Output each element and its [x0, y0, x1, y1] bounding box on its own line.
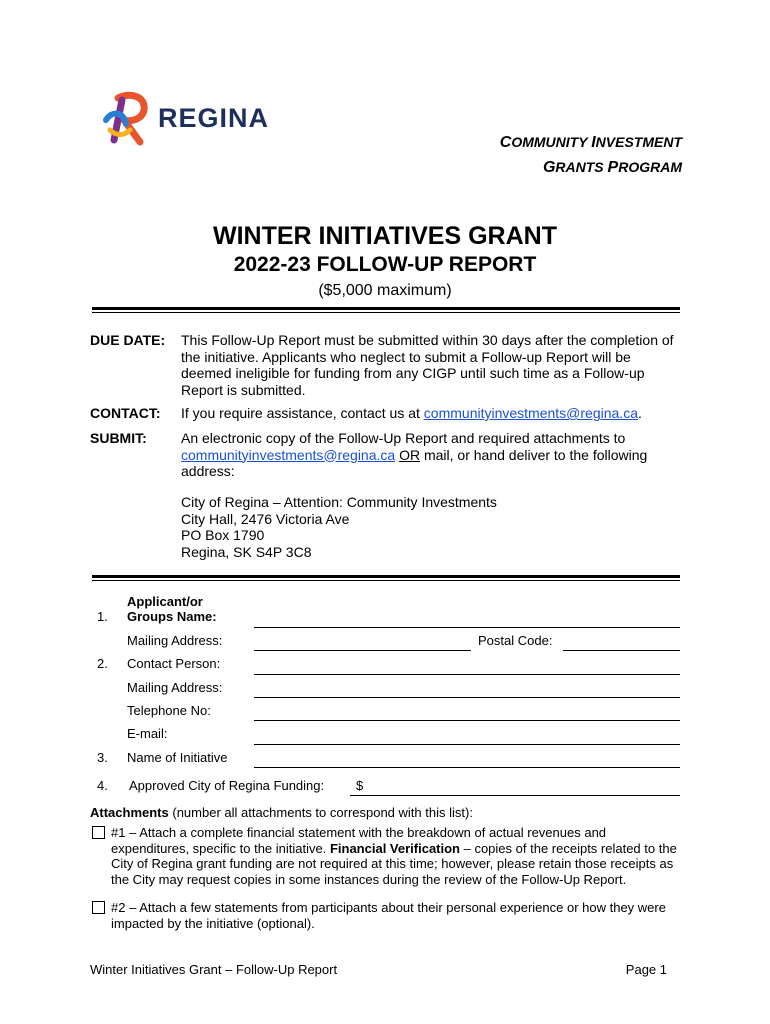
- item-number-4: 4.: [97, 778, 108, 793]
- email-field[interactable]: [254, 744, 680, 745]
- mailing-address-field-1[interactable]: [254, 650, 471, 651]
- mailing-address-block: City of Regina – Attention: Community Investments City Hall, 2476 Victoria Ave PO Box 1790 Regina, SK S4P 3C8: [181, 494, 497, 560]
- footer-title: Winter Initiatives Grant – Follow-Up Report: [90, 962, 338, 977]
- logo-wordmark: REGINA: [158, 103, 270, 133]
- item-number-1: 1.: [97, 609, 108, 624]
- applicant-label: Applicant/or Groups Name:: [127, 594, 217, 624]
- contact-person-label: Contact Person:: [127, 656, 221, 671]
- applicant-name-field[interactable]: [254, 627, 680, 628]
- divider-bottom: [92, 575, 680, 581]
- postal-code-label: Postal Code:: [478, 633, 553, 648]
- attachment-1-text: #1 – Attach a complete financial statement with the breakdown of actual revenues and expenditures, specific to the initiative. Financial Verification – copies of the receipts related to the City of Regina grant funding are not required at this time; however, please retain those receipts as the City may request copies in some instances during the review of the Follow-Up Report.: [111, 825, 677, 887]
- email-label: E-mail:: [127, 726, 168, 741]
- contact-person-field[interactable]: [254, 674, 680, 675]
- initiative-field[interactable]: [254, 767, 680, 768]
- page-subtitle: 2022-23 FOLLOW-UP REPORT: [233, 253, 537, 276]
- funding-field[interactable]: [350, 795, 680, 796]
- contact-label: CONTACT:: [90, 405, 161, 421]
- item-number-2: 2.: [97, 656, 108, 671]
- page-title: WINTER INITIATIVES GRANT: [213, 222, 557, 250]
- attachment-1-checkbox[interactable]: [92, 826, 105, 839]
- postal-code-field[interactable]: [563, 650, 680, 651]
- telephone-field[interactable]: [254, 720, 680, 721]
- attachment-2-checkbox[interactable]: [92, 901, 105, 914]
- item-number-3: 3.: [97, 750, 108, 765]
- contact-email-link[interactable]: communityinvestments@regina.ca: [423, 405, 638, 421]
- page-number: Page 1: [625, 962, 667, 977]
- regina-r-icon: [100, 90, 160, 150]
- program-heading: COMMUNITY INVESTMENT GRANTS PROGRAM: [499, 134, 682, 176]
- submit-label: SUBMIT:: [90, 430, 147, 446]
- mailing-address-label-2: Mailing Address:: [127, 680, 223, 695]
- dollar-sign: $: [356, 778, 364, 793]
- maximum-amount: ($5,000 maximum): [318, 282, 452, 299]
- telephone-label: Telephone No:: [127, 703, 211, 718]
- attachments-heading: Attachments (number all attachments to correspond with this list):: [90, 805, 473, 820]
- initiative-label: Name of Initiative: [127, 750, 228, 765]
- due-date-label: DUE DATE:: [90, 332, 166, 348]
- mailing-address-field-2[interactable]: [254, 697, 680, 698]
- divider-top: [92, 307, 680, 313]
- contact-text: If you require assistance, contact us at communityinvestments@regina.ca.: [181, 405, 642, 421]
- due-date-text: This Follow-Up Report must be submitted within 30 days after the completion of the initiative. Applicants who neglect to submit a Follow-up Report will be deemed ineligible for funding from any CIGP until such time as a Follow-up Report is submitted.: [181, 332, 674, 398]
- attachment-2-text: #2 – Attach a few statements from participants about their personal experience or how they were impacted by the initiative (optional).: [111, 900, 666, 931]
- submit-email-link[interactable]: communityinvestments@regina.ca: [181, 446, 396, 463]
- funding-label: Approved City of Regina Funding:: [129, 778, 325, 793]
- submit-text: An electronic copy of the Follow-Up Report and required attachments to communityinvestments@regina.ca OR mail, or hand deliver to the following address:: [181, 430, 648, 479]
- mailing-address-label-1: Mailing Address:: [127, 633, 223, 648]
